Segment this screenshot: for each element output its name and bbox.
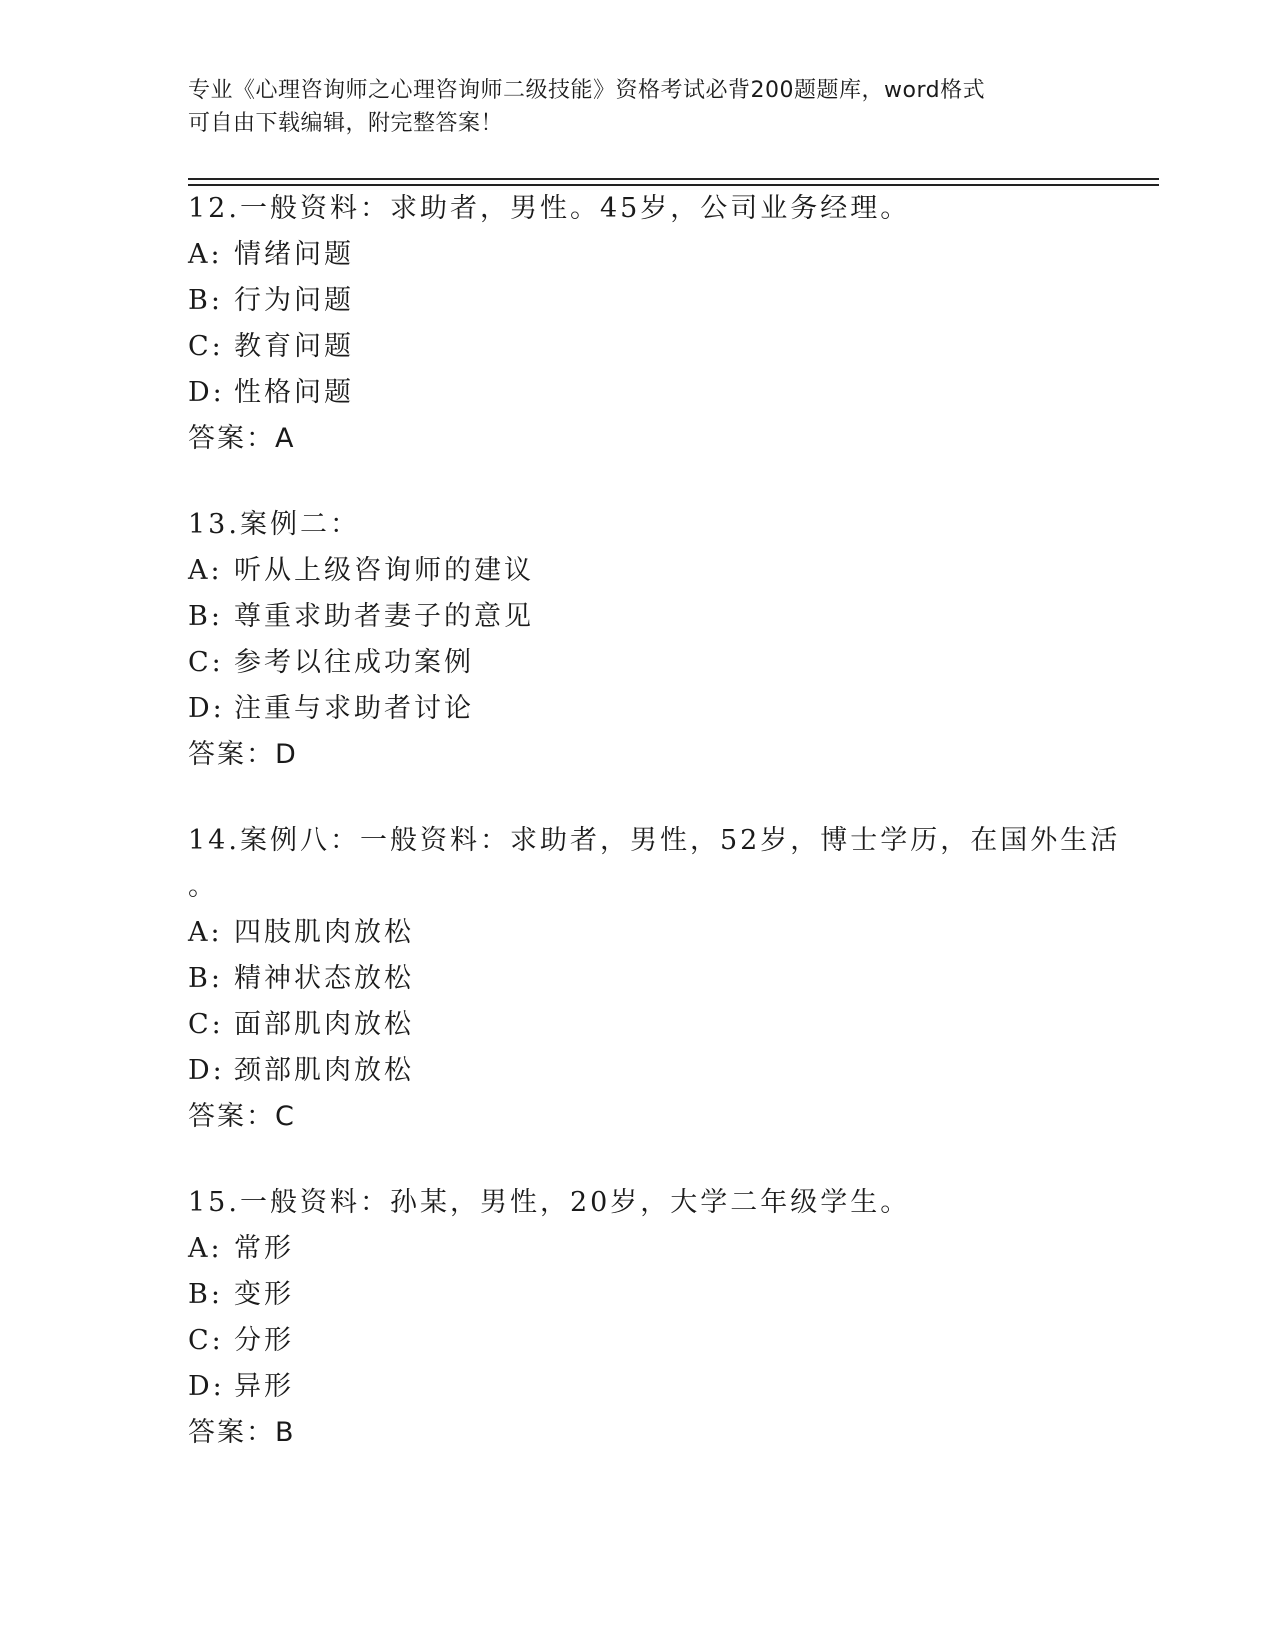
question-title: 15.一般资料：孙某，男性，20岁，大学二年级学生。	[188, 1187, 911, 1218]
question-12	[188, 186, 1148, 462]
answer-text: 答案：B	[188, 1417, 296, 1448]
option-letter: D:	[188, 1055, 225, 1086]
option-text: 听从上级咨询师的建议	[234, 555, 534, 586]
option-letter: A:	[188, 1233, 223, 1264]
option-letter: B:	[188, 963, 223, 994]
option-d	[188, 1048, 1148, 1094]
option-text: 行为问题	[234, 285, 354, 316]
option-letter: C:	[188, 1325, 224, 1356]
answer-text: 答案：D	[188, 739, 298, 770]
question-list	[188, 186, 1148, 1496]
option-text: 注重与求助者讨论	[234, 693, 474, 724]
option-c	[188, 1318, 1148, 1364]
option-a	[188, 1226, 1148, 1272]
option-text: 颈部肌肉放松	[234, 1055, 414, 1086]
option-b	[188, 956, 1148, 1002]
document-header	[188, 74, 1088, 140]
question-title-continuation: 。	[188, 871, 218, 902]
question-title: 14.案例八：一般资料：求助者，男性，52岁，博士学历，在国外生活	[188, 825, 1121, 856]
option-d	[188, 1364, 1148, 1410]
question-title: 13.案例二：	[188, 509, 360, 540]
option-text: 常形	[234, 1233, 294, 1264]
option-text: 性格问题	[234, 377, 354, 408]
option-c	[188, 324, 1148, 370]
option-c	[188, 640, 1148, 686]
option-letter: C:	[188, 647, 224, 678]
option-text: 参考以往成功案例	[234, 647, 474, 678]
option-text: 情绪问题	[234, 239, 354, 270]
option-b	[188, 594, 1148, 640]
option-d	[188, 686, 1148, 732]
header-line-1: 专业《心理咨询师之心理咨询师二级技能》资格考试必背200题题库，word格式	[188, 78, 986, 103]
option-text: 精神状态放松	[234, 963, 414, 994]
option-letter: D:	[188, 693, 225, 724]
option-letter: B:	[188, 1279, 223, 1310]
option-a	[188, 232, 1148, 278]
option-letter: A:	[188, 555, 223, 586]
option-text: 尊重求助者妻子的意见	[234, 601, 534, 632]
option-text: 面部肌肉放松	[234, 1009, 414, 1040]
header-divider-top	[188, 178, 1159, 180]
option-a	[188, 910, 1148, 956]
option-letter: B:	[188, 285, 223, 316]
option-text: 异形	[234, 1371, 294, 1402]
question-15	[188, 1180, 1148, 1456]
option-letter: C:	[188, 1009, 224, 1040]
option-a	[188, 548, 1148, 594]
option-letter: A:	[188, 917, 223, 948]
option-text: 四肢肌肉放松	[234, 917, 414, 948]
option-letter: D:	[188, 377, 225, 408]
option-text: 变形	[234, 1279, 294, 1310]
option-text: 分形	[234, 1325, 294, 1356]
option-d	[188, 370, 1148, 416]
question-14	[188, 818, 1148, 1140]
option-c	[188, 1002, 1148, 1048]
question-13	[188, 502, 1148, 778]
option-letter: C:	[188, 331, 224, 362]
header-line-2: 可自由下载编辑，附完整答案！	[188, 111, 504, 136]
answer-text: 答案：A	[188, 423, 296, 454]
option-b	[188, 278, 1148, 324]
option-text: 教育问题	[234, 331, 354, 362]
option-letter: B:	[188, 601, 223, 632]
option-letter: A:	[188, 239, 223, 270]
option-letter: D:	[188, 1371, 225, 1402]
option-b	[188, 1272, 1148, 1318]
answer-text: 答案：C	[188, 1101, 296, 1132]
question-title: 12.一般资料：求助者，男性。45岁，公司业务经理。	[188, 193, 911, 224]
